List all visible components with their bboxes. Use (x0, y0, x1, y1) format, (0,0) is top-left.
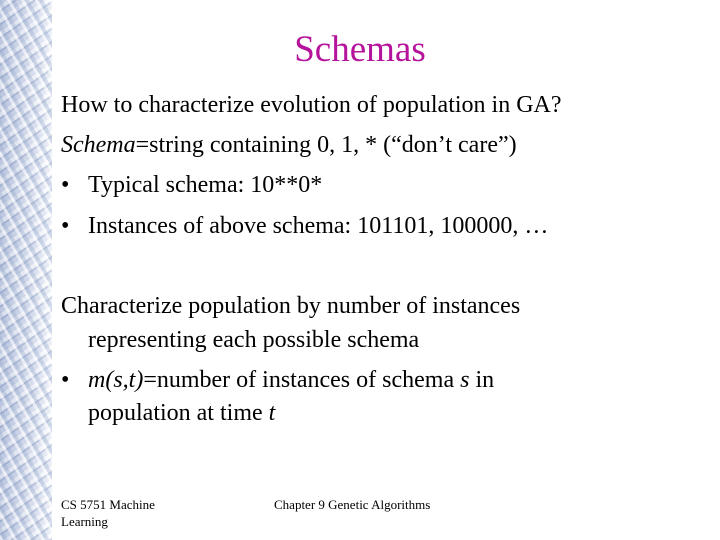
bullet-marker: • (61, 172, 70, 198)
footer-course-line2: Learning (61, 514, 108, 529)
footer-course-line1: CS 5751 Machine (61, 497, 155, 512)
bullet-marker: • (61, 367, 70, 393)
bullet-marker: • (61, 213, 70, 239)
text-line-characterize: Characterize population by number of instances (61, 293, 521, 319)
m-definition-end: in (469, 367, 495, 393)
footer-course (61, 496, 155, 530)
footer-chapter: Chapter 9 Genetic Algorithms (274, 497, 431, 512)
variable-t: t (268, 400, 276, 426)
bullet-instances: Instances of above schema: 101101, 100000, … (88, 213, 549, 239)
bullet-typical-schema: Typical schema: 10**0* (88, 172, 323, 198)
text-line-representing: representing each possible schema (88, 327, 420, 353)
population-time-text: population at time (88, 400, 269, 426)
schema-term: Schema (61, 132, 136, 158)
m-definition-text: =number of instances of schema (143, 367, 461, 393)
bullet-m-definition (88, 367, 494, 394)
slide-title: Schemas (294, 29, 426, 70)
text-line-question: How to characterize evolution of population in GA? (61, 92, 562, 118)
schema-definition-text: =string containing 0, 1, * (“don’t care”) (135, 132, 517, 158)
m-function-term: m(s,t) (88, 367, 144, 393)
text-line-schema-definition (61, 132, 517, 159)
bullet-m-continuation (88, 400, 275, 427)
side-texture-decoration (0, 0, 52, 540)
variable-s: s (460, 367, 470, 393)
